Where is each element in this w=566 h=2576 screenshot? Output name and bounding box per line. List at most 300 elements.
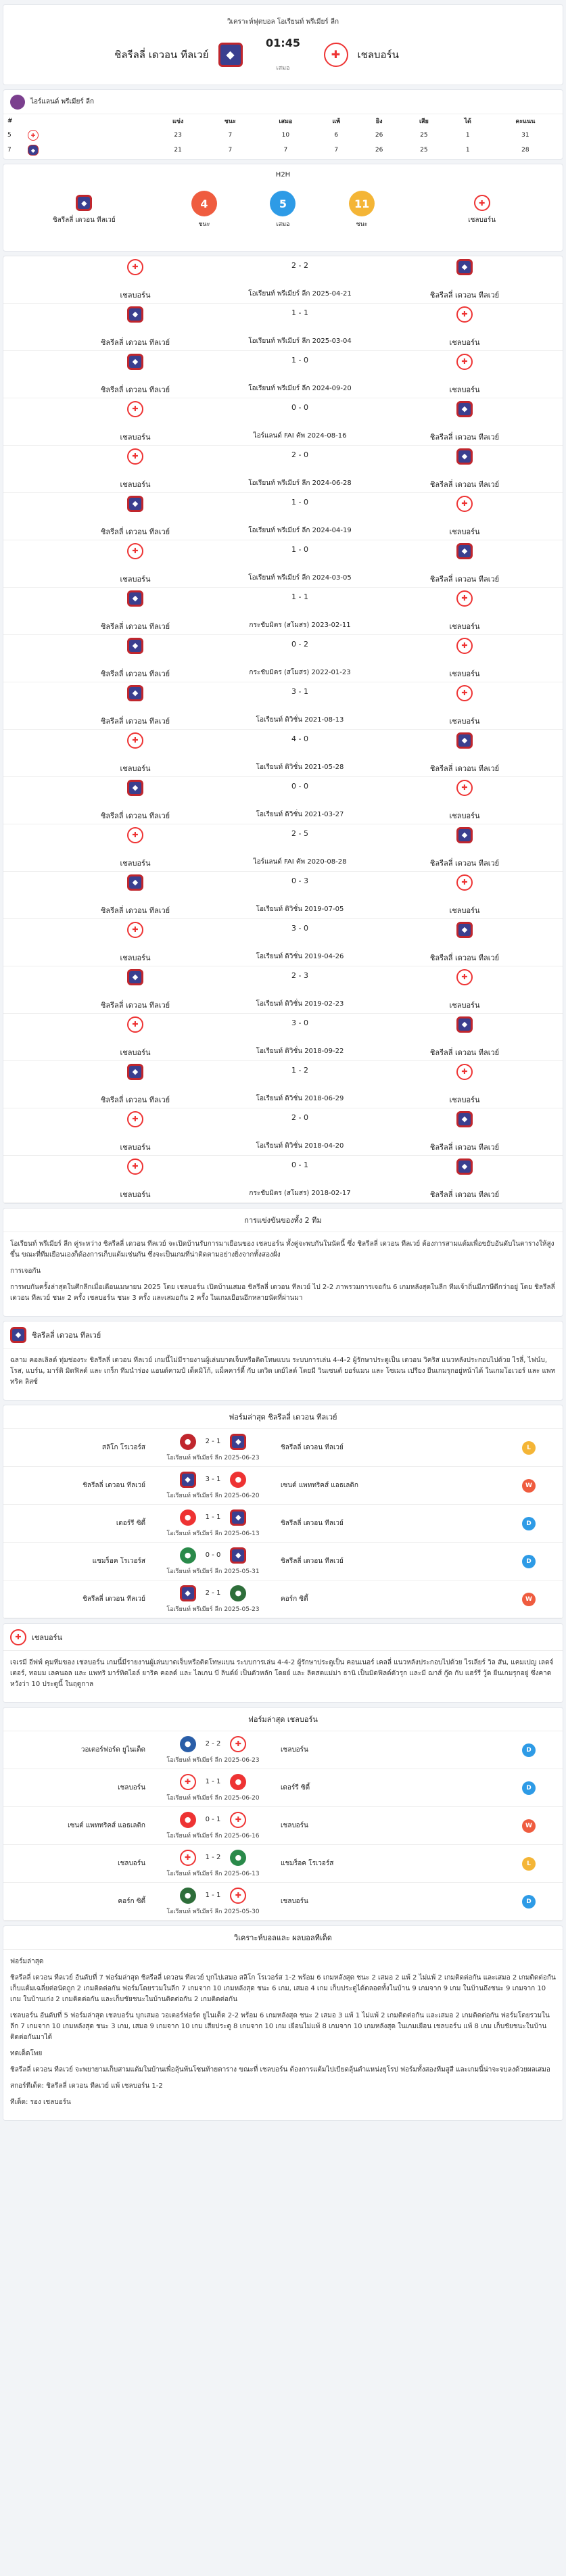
h2h-away-name[interactable]: ชิลรีลลี่ เดวอน ทีลเวย์ [429, 858, 500, 868]
league-logo [10, 95, 25, 110]
h2h-home-name[interactable]: เชลบอร์น [120, 953, 151, 962]
h2h-left-logo: ✚ [127, 259, 143, 275]
h2h-home-name[interactable]: ชิลรีลลี่ เดวอน ทีลเวย์ [100, 337, 170, 347]
form-home-logo: ● [180, 1434, 196, 1450]
form-score: 1 - 1 [205, 1892, 221, 1899]
away-lineup-text: เจเรมี อีฟฟ์ คุมทีมของ เชลบอร์น เกมนี้มีรายงานผู้เล่นบาดเจ็บหรือติดโทษแบน ระบบการเล่น 4-4-2 ผู้รักษาประตูเป็น คอนเนอร์ เคลลี่ แนวหลังประกอบไปด้วย ไรเลียร์ วิล สัน, แคมเปญ เลดจ์เตอร์, ทอมม เลคนอล และ แพทริ มาร์ทิตไอล์ ยาริค คอลด์ และ ไลเกน บี ลินด์ย์ เป็นตัวหลัก โดยย์ และ ลิตสตแม่ม่า ธานิ เป็นมิดฟิลด์ตัวรุก และมี ฌาส์ กู๊ด กับ แฮร์รี วู้ด ยืนเกมรุกอยู่ ซึ่งคาดหวังว่า 10 ประตูนี้ ในฤดูกาล [10, 1659, 554, 1688]
h2h-score: 1 - 0 [291, 355, 308, 365]
form-home-logo: ◆ [180, 1472, 196, 1488]
standings-cell [24, 143, 152, 158]
h2h-match-row[interactable] [3, 1061, 563, 1108]
h2h-left [85, 638, 186, 680]
h2h-right [414, 448, 515, 490]
home-section-logo: ◆ [10, 1327, 26, 1343]
h2h-match-row[interactable] [3, 777, 563, 824]
h2h-home-name[interactable]: ชิลรีลลี่ เดวอน ทีลเวย์ [100, 811, 170, 820]
form-score: 2 - 1 [205, 1589, 221, 1597]
form-result-badge: D [522, 1895, 536, 1908]
h2h-away-name[interactable]: ชิลรีลลี่ เดวอน ทีลเวย์ [429, 1142, 500, 1152]
form-result-badge: D [522, 1781, 536, 1795]
h2h-match-row[interactable] [3, 1108, 563, 1156]
h2h-away-name[interactable]: ชิลรีลลี่ เดวอน ทีลเวย์ [429, 953, 500, 962]
h2h-home-wins-label: ชนะ [198, 221, 210, 228]
standings-cell: 21 [174, 147, 182, 154]
form-home-name[interactable]: เซนต์ แพททริคส์ แอธเลติก [68, 1822, 145, 1829]
form-match-row[interactable] [3, 1769, 563, 1807]
h2h-left-logo: ◆ [127, 874, 143, 891]
form-away-name[interactable]: แชมร็อค โรเวอร์ส [281, 1860, 334, 1867]
form-home-name[interactable]: เดอร์รี ซิตี้ [116, 1520, 145, 1527]
h2h-right-logo: ◆ [456, 401, 473, 417]
h2h-score: 3 - 0 [291, 1018, 308, 1027]
standings-header: แข่ง [172, 118, 184, 125]
h2h-match-center [186, 782, 414, 820]
form-match-row[interactable] [3, 1580, 563, 1618]
standings-cell: 7 [7, 147, 11, 154]
h2h-away-name[interactable]: เชลบอร์น [449, 1095, 480, 1104]
h2h-info: โอเรียนท์ พรีเมียร์ ลีก 2024-09-20 [248, 384, 352, 392]
h2h-info: โอเรียนท์ ดิวิชั่น 2019-02-23 [256, 1000, 344, 1008]
form-date: โอเรียนท์ พรีเมียร์ ลีก 2025-06-23 [166, 1756, 260, 1764]
h2h-away-name[interactable]: เชลบอร์น [449, 337, 480, 347]
form-date: โอเรียนท์ พรีเมียร์ ลีก 2025-06-20 [166, 1794, 260, 1802]
h2h-score: 1 - 2 [291, 1065, 308, 1075]
form-match-row[interactable] [3, 1429, 563, 1467]
standings-cell: 7 [334, 147, 339, 154]
h2h-match-center [186, 450, 414, 488]
form-home-name[interactable]: สลิโก โรเวอร์ส [101, 1444, 145, 1451]
h2h-away-name[interactable]: เชลบอร์น [449, 669, 480, 678]
h2h-away-name[interactable]: เชลบอร์น [449, 527, 480, 536]
form-result-badge: W [522, 1479, 536, 1493]
away-form-title: ฟอร์มล่าสุด เชลบอร์น [3, 1708, 563, 1731]
standings-row[interactable] [3, 143, 563, 158]
form-home-name[interactable]: วอเตอร์ฟอร์ด ยูไนเต็ด [80, 1746, 145, 1754]
prediction-score: สกอร์ทีเด็ด: ชิลรีลลี่ เดวอน ทีลเวย์ แพ้ เชลบอร์น 1-2 [10, 2082, 163, 2090]
h2h-match-row[interactable] [3, 351, 563, 398]
h2h-right-logo: ◆ [456, 1158, 473, 1175]
h2h-match-center [186, 971, 414, 1009]
form-score: 0 - 1 [205, 1816, 221, 1823]
form-away-name[interactable]: เชลบอร์น [281, 1822, 308, 1829]
away-form-card [3, 1707, 563, 1921]
h2h-away-name[interactable]: เชลบอร์น [449, 1000, 480, 1010]
h2h-left [85, 590, 186, 632]
match-header [3, 4, 563, 85]
h2h-score: 0 - 1 [291, 1160, 308, 1169]
form-date: โอเรียนท์ พรีเมียร์ ลีก 2025-05-30 [166, 1908, 260, 1915]
h2h-match-center [186, 545, 414, 583]
h2h-match-center [186, 734, 414, 772]
h2h-match-list [3, 256, 563, 1204]
analysis-card [3, 1208, 563, 1317]
h2h-info: โอเรียนท์ ดิวิชั่น 2019-04-26 [256, 952, 344, 960]
h2h-away-name[interactable]: ชิลรีลลี่ เดวอน ทีลเวย์ [429, 432, 500, 442]
prediction-title: วิเคราะห์บอลและ ผลบอลทีเด็ด [3, 1926, 563, 1950]
standings-cell [24, 128, 152, 143]
h2h-info: โอเรียนท์ พรีเมียร์ ลีก 2024-06-28 [248, 479, 352, 487]
h2h-left [85, 448, 186, 490]
h2h-score: 2 - 0 [291, 1113, 308, 1122]
h2h-left [85, 401, 186, 443]
h2h-right [414, 780, 515, 822]
form-away-name[interactable]: เชลบอร์น [281, 1746, 308, 1754]
form-center [152, 1472, 274, 1500]
prediction-home-form: ชิลรีลลี่ เดวอน ทีลเวย์ อันดับที่ 7 ฟอร์มล่าสุด ชิลรีลลี่ เดวอน ทีลเวย์ บุกไปเสมอ สลิโก โรเวอร์ส 1-2 พร้อม 6 เกมหลังสุด ชนะ 2 เสมอ 2 แพ้ 2 ไม่แพ้ 2 เกมติดต่อกัน และเสมอ 2 เกมติดต่อกัน เก็บแต้มเฉลี่ยต่อนัดถูก 2 เกมติดต่อกัน ฟอร์มโดยรวมในลีก 7 เกมจาก 10 เกมหลังสุด ชนะ 6 เกม, เสมอ 4 เกม เก็บประตูได้ตลอดทั้งในบ้าน 9 เกมจาก 9 เกม ในบ้านถึงชนะ 9 เกมจาก 10 เกม ในบ้านเก่ง 2 เกมติดต่อกัน และเก็บชัยชนะในบ้านติดต่อกัน 2 เกมติดต่อกัน [10, 1974, 556, 2003]
form-home-logo: ◆ [180, 1585, 196, 1601]
form-center [152, 1509, 274, 1538]
h2h-draws: 5 [270, 191, 296, 216]
h2h-match-center [186, 1018, 414, 1056]
form-date: โอเรียนท์ พรีเมียร์ ลีก 2025-05-31 [166, 1568, 260, 1575]
h2h-right-logo: ◆ [456, 827, 473, 843]
h2h-score: 2 - 3 [291, 970, 308, 980]
h2h-home-name[interactable]: ชิลรีลลี่ เดวอน ทีลเวย์ [100, 1095, 170, 1104]
h2h-away-name[interactable]: ชิลรีลลี่ เดวอน ทีลเวย์ [429, 764, 500, 773]
form-home-logo: ✚ [180, 1850, 196, 1866]
h2h-match-row[interactable] [3, 966, 563, 1014]
h2h-match-row[interactable] [3, 256, 563, 304]
h2h-right [414, 259, 515, 301]
h2h-away-logo: ✚ [474, 195, 490, 211]
h2h-left-logo: ◆ [127, 638, 143, 654]
standings-cell: 10 [281, 132, 290, 139]
h2h-home-name[interactable]: เชลบอร์น [120, 1190, 151, 1199]
h2h-away-name[interactable]: เชลบอร์น [449, 622, 480, 631]
home-team-logo[interactable]: ◆ [218, 43, 243, 67]
analysis-h2h-text: การพบกันครั้งล่าสุดในศึกลีกเมื่อเดือนเมษายน 2025 โดย เชลบอร์น เปิดบ้านเสมอ ชิลรีลลี่ เดวอน ทีลเวย์ ไป 2-2 ภาพรวมการเจอกัน 6 เกมหลังสุดในลีก ทีมเจ้าถิ่นมีภาษีดีกว่าอยู่ โดย ชิลรีลลี่ เดวอน ทีลเวย์ ชนะ 2 ครั้ง เชลบอร์น ชนะ 3 ครั้ง และเสมอกัน 2 ครั้ง ในเกมเยือนอีกหลายนัดที่ผ่านมา [10, 1284, 555, 1302]
form-away-name[interactable]: คอร์ก ซิตี้ [281, 1595, 308, 1603]
standings-cell: 26 [375, 147, 383, 154]
prediction-away-form: เชลบอร์น อันดับที่ 5 ฟอร์มล่าสุด เชลบอร์น บุกเสมอ วอเตอร์ฟอร์ด ยูไนเต็ด 2-2 พร้อม 6 เกมหลังสุด ชนะ 2 เสมอ 3 แพ้ 1 ไม่แพ้ 2 เกมติดต่อกัน และเสมอ 2 เกมติดต่อกัน ฟอร์มโดยรวมในลีก 7 เกมจาก 10 เกมหลังสุด ชนะ 3 เกม, เสมอ 9 เกมจาก 10 เกม เสียประตู 8 เกมจาก 10 เกม เยือนไม่แพ้ 8 เกมจาก 10 เกมหลังสุด ในเกมเยือน เชลบอร์น แพ้ 8 เกม เก็บชัยชนะในบ้านติดต่อกันมาได้ [10, 2012, 550, 2041]
h2h-left [85, 259, 186, 301]
h2h-left [85, 1064, 186, 1106]
h2h-score: 1 - 0 [291, 544, 308, 554]
form-home-logo: ● [180, 1736, 196, 1752]
h2h-right [414, 496, 515, 538]
form-match-row[interactable] [3, 1731, 563, 1769]
h2h-away-name[interactable]: เชลบอร์น [449, 385, 480, 394]
h2h-right [414, 874, 515, 916]
h2h-match-row[interactable] [3, 872, 563, 919]
form-away-name[interactable]: ชิลรีลลี่ เดวอน ทีลเวย์ [281, 1520, 344, 1527]
h2h-right [414, 1064, 515, 1106]
h2h-info: ไอร์แลนด์ FAI คัพ 2024-08-16 [253, 431, 347, 440]
h2h-home-name[interactable]: ชิลรีลลี่ เดวอน ทีลเวย์ [100, 716, 170, 726]
h2h-info: โอเรียนท์ พรีเมียร์ ลีก 2025-03-04 [248, 337, 352, 345]
h2h-info: โอเรียนท์ ดิวิชั่น 2021-05-28 [256, 763, 344, 771]
h2h-match-center [186, 1066, 414, 1104]
h2h-right-logo: ✚ [456, 590, 473, 607]
h2h-right [414, 827, 515, 869]
form-away-logo: ✚ [230, 1812, 246, 1828]
form-center [152, 1736, 274, 1764]
h2h-home-name[interactable]: เชลบอร์น [120, 479, 151, 489]
h2h-home-name[interactable]: เชลบอร์น [120, 1048, 151, 1057]
h2h-left-logo: ✚ [127, 732, 143, 749]
h2h-right-logo: ◆ [456, 259, 473, 275]
standings-cell: 7 [228, 132, 233, 139]
form-date: โอเรียนท์ พรีเมียร์ ลีก 2025-06-20 [166, 1492, 260, 1499]
h2h-left [85, 1111, 186, 1153]
form-score: 1 - 2 [205, 1854, 221, 1861]
h2h-left-logo: ✚ [127, 1111, 143, 1127]
form-result-badge: D [522, 1743, 536, 1757]
h2h-left [85, 874, 186, 916]
match-status: เสมอ [276, 65, 290, 72]
h2h-left-logo: ✚ [127, 1158, 143, 1175]
h2h-match-row[interactable] [3, 588, 563, 635]
h2h-right [414, 969, 515, 1011]
h2h-match-row[interactable] [3, 1156, 563, 1203]
standings-cell: 31 [521, 132, 529, 139]
h2h-score: 1 - 1 [291, 308, 308, 317]
form-away-logo: ● [230, 1585, 246, 1601]
home-team-name[interactable]: ชิลรีลลี่ เดวอน ทีลเวย์ [114, 48, 209, 61]
h2h-score: 1 - 1 [291, 592, 308, 601]
form-result-badge: W [522, 1819, 536, 1833]
h2h-score: 2 - 0 [291, 450, 308, 459]
form-away-name[interactable]: ชิลรีลลี่ เดวอน ทีลเวย์ [281, 1444, 344, 1451]
prediction-tip-heading: ทดเด็ดโพย [10, 2050, 43, 2057]
competition-title[interactable]: วิเคราะห์ฟุตบอล โอเรียนท์ พรีเมียร์ ลีก [227, 18, 339, 26]
form-away-logo: ✚ [230, 1736, 246, 1752]
prediction-form-heading: ฟอร์มล่าสุด [10, 1958, 44, 1965]
h2h-info: กระชับมิตร (สโมสร) 2023-02-11 [249, 621, 351, 629]
standings-header: แพ้ [332, 118, 341, 125]
h2h-match-row[interactable] [3, 540, 563, 588]
form-score: 1 - 1 [205, 1514, 221, 1521]
form-away-logo: ◆ [230, 1434, 246, 1450]
h2h-right-logo: ◆ [456, 1016, 473, 1033]
h2h-left-logo: ◆ [127, 496, 143, 512]
h2h-right-logo: ◆ [456, 543, 473, 559]
form-center [152, 1547, 274, 1576]
h2h-home-name[interactable]: เชลบอร์น [120, 858, 151, 868]
form-home-name[interactable]: ชิลรีลลี่ เดวอน ทีลเวย์ [82, 1595, 145, 1603]
form-date: โอเรียนท์ พรีเมียร์ ลีก 2025-06-13 [166, 1530, 260, 1537]
h2h-away-name[interactable]: เชลบอร์น [449, 811, 480, 820]
form-home-logo: ● [180, 1509, 196, 1526]
form-match-row[interactable] [3, 1883, 563, 1921]
away-section-name[interactable]: เชลบอร์น [32, 1633, 62, 1642]
standings-cell: 28 [521, 147, 529, 154]
form-away-logo: ● [230, 1850, 246, 1866]
h2h-away-name[interactable]: เชลบอร์น [449, 716, 480, 726]
standings-header: เสมอ [279, 118, 293, 125]
standings-card [3, 89, 563, 160]
form-result-badge: D [522, 1517, 536, 1530]
h2h-match-center [186, 356, 414, 394]
form-center [152, 1434, 274, 1462]
h2h-left-logo: ◆ [127, 590, 143, 607]
form-home-name[interactable]: เชลบอร์น [118, 1860, 145, 1867]
h2h-match-row[interactable] [3, 398, 563, 446]
form-away-logo: ● [230, 1472, 246, 1488]
form-away-logo: ✚ [230, 1888, 246, 1904]
h2h-away-name[interactable]: ชิลรีลลี่ เดวอน ทีลเวย์ [429, 1190, 500, 1199]
h2h-home-name[interactable]: เชลบอร์น [120, 432, 151, 442]
h2h-score: 3 - 1 [291, 686, 308, 696]
h2h-left [85, 780, 186, 822]
standings-header: ชนะ [224, 118, 236, 125]
h2h-info: โอเรียนท์ พรีเมียร์ ลีก 2024-04-19 [248, 526, 352, 534]
form-score: 0 - 0 [205, 1551, 221, 1559]
form-home-name[interactable]: เชลบอร์น [118, 1784, 145, 1792]
standings-header: ได้ [464, 118, 471, 125]
form-away-logo: ● [230, 1774, 246, 1790]
away-team-logo[interactable]: ✚ [324, 43, 348, 67]
h2h-left [85, 969, 186, 1011]
h2h-home-name[interactable]: ชิลรีลลี่ เดวอน ทีลเวย์ [100, 1000, 170, 1010]
league-name[interactable]: ไอร์แลนด์ พรีเมียร์ ลีก [30, 98, 95, 106]
analysis-intro: โอเรียนท์ พรีเมียร์ ลีก คู่ระหว่าง ชิลรีลลี่ เดวอน ทีลเวย์ จะเปิดบ้านรับการมาเยือนของ เชลบอร์น ทั้งคู่จะพบกันในนัดนี้ ซึ่ง ชิลรีลลี่ เดวอน ทีลเวย์ ต้องการสามแต้มเพื่อขยับอันดับในตารางให้สูงขึ้น ขณะที่ทีมเยือนเองก็ต้องการเก็บแต้มเช่นกัน ซึ่งจะเป็นเกมที่น่าติดตามอย่างยิ่งจากทั้งสองฝั่ง [10, 1240, 555, 1259]
form-away-name[interactable]: เดอร์รี ซิตี้ [281, 1784, 310, 1792]
form-home-logo: ● [180, 1888, 196, 1904]
h2h-home-name[interactable]: ชิลรีลลี่ เดวอน ทีลเวย์ [100, 906, 170, 915]
h2h-info: กระชับมิตร (สโมสร) 2018-02-17 [249, 1189, 351, 1197]
h2h-home-name[interactable]: ชิลรีลลี่ เดวอน ทีลเวย์ [100, 622, 170, 631]
h2h-right-logo: ✚ [456, 354, 473, 370]
h2h-right-logo: ✚ [456, 780, 473, 796]
form-center [152, 1585, 274, 1614]
h2h-right-logo: ◆ [456, 1111, 473, 1127]
h2h-match-row[interactable] [3, 919, 563, 966]
h2h-info: กระชับมิตร (สโมสร) 2022-01-23 [249, 668, 351, 676]
form-match-row[interactable] [3, 1845, 563, 1883]
form-home-name[interactable]: คอร์ก ซิตี้ [118, 1898, 145, 1905]
h2h-right [414, 1158, 515, 1200]
form-match-row[interactable] [3, 1467, 563, 1505]
prediction-card [3, 1925, 563, 2121]
h2h-score: 0 - 3 [291, 876, 308, 885]
h2h-draws-label: เสมอ [276, 221, 290, 228]
h2h-away-name[interactable]: ชิลรีลลี่ เดวอน ทีลเวย์ [429, 574, 500, 584]
form-home-name[interactable]: ชิลรีลลี่ เดวอน ทีลเวย์ [82, 1482, 145, 1489]
h2h-left [85, 827, 186, 869]
h2h-match-row[interactable] [3, 304, 563, 351]
h2h-right-logo: ✚ [456, 874, 473, 891]
form-away-name[interactable]: เชลบอร์น [281, 1898, 308, 1905]
h2h-match-center [186, 640, 414, 678]
team-logo: ◆ [28, 145, 39, 156]
h2h-right-logo: ✚ [456, 306, 473, 323]
h2h-match-row[interactable] [3, 730, 563, 777]
form-away-logo: ◆ [230, 1547, 246, 1564]
h2h-left [85, 496, 186, 538]
form-away-name[interactable]: เซนต์ แพททริคส์ แอธเลติก [281, 1482, 358, 1489]
h2h-score: 0 - 0 [291, 781, 308, 791]
h2h-left [85, 1016, 186, 1058]
h2h-score: 2 - 2 [291, 260, 308, 270]
h2h-home-name[interactable]: เชลบอร์น [120, 764, 151, 773]
h2h-home-name[interactable]: ชิลรีลลี่ เดวอน ทีลเวย์ [100, 669, 170, 678]
h2h-away-wins: 11 [349, 191, 375, 216]
h2h-left [85, 685, 186, 727]
form-home-logo: ✚ [180, 1774, 196, 1790]
home-form-title: ฟอร์มล่าสุด ชิลรีลลี่ เดวอน ทีลเวย์ [3, 1405, 563, 1429]
form-date: โอเรียนท์ พรีเมียร์ ลีก 2025-06-16 [166, 1832, 260, 1840]
h2h-right [414, 732, 515, 774]
h2h-right-logo: ✚ [456, 638, 473, 654]
h2h-info: โอเรียนท์ ดิวิชั่น 2018-04-20 [256, 1142, 344, 1150]
standings-cell: 25 [420, 147, 428, 154]
h2h-right-logo: ✚ [456, 496, 473, 512]
h2h-match-row[interactable] [3, 635, 563, 682]
h2h-home-name[interactable]: เชลบอร์น [120, 574, 151, 584]
h2h-away-name[interactable]: ชิลรีลลี่ เดวอน ทีลเวย์ [429, 1048, 500, 1057]
h2h-home-name[interactable]: ชิลรีลลี่ เดวอน ทีลเวย์ [100, 385, 170, 394]
h2h-home-logo: ◆ [76, 195, 92, 211]
h2h-away-name[interactable]: ชิลรีลลี่ เดวอน ทีลเวย์ [429, 479, 500, 489]
team-logo: ✚ [28, 130, 39, 141]
h2h-right [414, 590, 515, 632]
h2h-match-center [186, 1161, 414, 1198]
h2h-away-wins-label: ชนะ [356, 221, 368, 228]
h2h-match-row[interactable] [3, 682, 563, 730]
form-match-row[interactable] [3, 1807, 563, 1845]
h2h-left-logo: ◆ [127, 685, 143, 701]
standings-row[interactable] [3, 128, 563, 143]
h2h-home-name[interactable]: เชลบอร์น [120, 1142, 151, 1152]
h2h-info: โอเรียนท์ ดิวิชั่น 2019-07-05 [256, 905, 344, 913]
h2h-match-center [186, 876, 414, 914]
form-match-row[interactable] [3, 1505, 563, 1543]
h2h-left [85, 306, 186, 348]
home-section-name[interactable]: ชิลรีลลี่ เดวอน ทีลเวย์ [32, 1330, 101, 1340]
standings-cell: 1 [465, 147, 470, 154]
home-team-card [3, 1321, 563, 1401]
standings-header: เสีย [419, 118, 429, 125]
h2h-match-center [186, 592, 414, 630]
h2h-right [414, 543, 515, 585]
home-form-card [3, 1405, 563, 1619]
form-score: 2 - 2 [205, 1740, 221, 1748]
h2h-match-center [186, 308, 414, 346]
form-center [152, 1774, 274, 1802]
h2h-match-center [186, 498, 414, 536]
h2h-match-row[interactable] [3, 1014, 563, 1061]
h2h-away-name[interactable]: เชลบอร์น [449, 906, 480, 915]
h2h-left-logo: ✚ [127, 827, 143, 843]
h2h-left-logo: ✚ [127, 448, 143, 465]
h2h-info: โอเรียนท์ ดิวิชั่น 2018-09-22 [256, 1047, 344, 1055]
form-match-row[interactable] [3, 1543, 563, 1580]
form-result-badge: L [522, 1857, 536, 1871]
away-team-name[interactable]: เชลบอร์น [357, 48, 399, 61]
form-result-badge: L [522, 1441, 536, 1455]
h2h-score: 4 - 0 [291, 734, 308, 743]
h2h-away-name[interactable]: ชิลรีลลี่ เดวอน ทีลเวย์ [429, 290, 500, 300]
h2h-home-wins: 4 [191, 191, 217, 216]
form-score: 3 - 1 [205, 1476, 221, 1483]
form-away-logo: ◆ [230, 1509, 246, 1526]
h2h-match-row[interactable] [3, 446, 563, 493]
standings-cell: 1 [465, 132, 470, 139]
away-section-logo: ✚ [10, 1629, 26, 1645]
standings-header: # [7, 118, 13, 124]
h2h-home-name[interactable]: ชิลรีลลี่ เดวอน ทีลเวย์ [100, 527, 170, 536]
form-away-name[interactable]: ชิลรีลลี่ เดวอน ทีลเวย์ [281, 1558, 344, 1565]
form-home-name[interactable]: แชมร็อค โรเวอร์ส [92, 1558, 145, 1565]
analysis-subtitle: การเจอกัน [10, 1267, 41, 1275]
h2h-match-row[interactable] [3, 493, 563, 540]
h2h-match-row[interactable] [3, 824, 563, 872]
h2h-home-name[interactable]: เชลบอร์น [120, 290, 151, 300]
standings-table [3, 114, 563, 158]
standings-cell: 26 [375, 132, 383, 139]
h2h-match-center [186, 924, 414, 962]
